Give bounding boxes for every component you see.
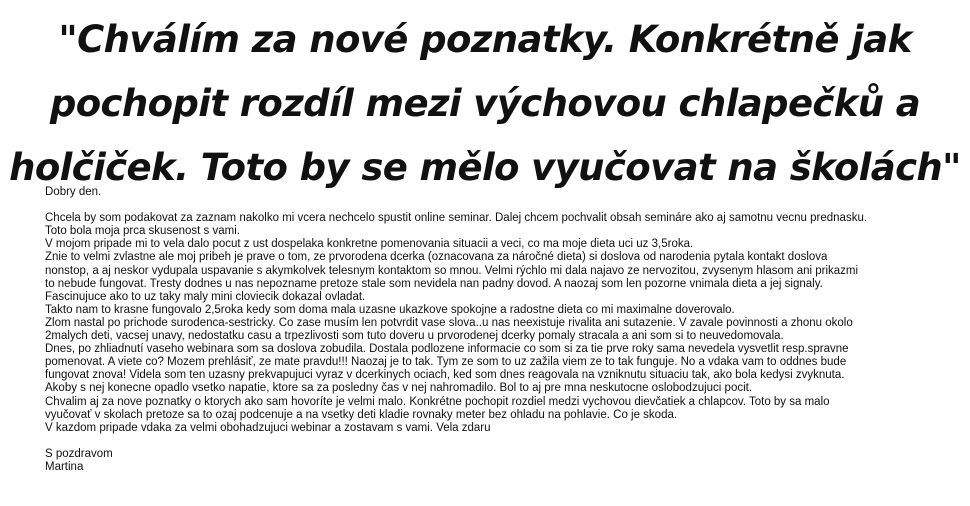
letter-signature: Martina [45, 460, 84, 473]
letter-closing: S pozdravom [45, 447, 113, 460]
headline-line: holčiček. Toto by se mělo vyučovat na školách" [9, 146, 961, 189]
letter-line: vyučovať v skolach pretoze sa to ozaj podcenuje a na vsetky deti kladie rovnaky meter bez ohladu na pohlavie. Co je skoda. [45, 408, 678, 421]
letter-line: Dnes, po zhliadnutí vaseho webinara som sa doslova zobudila. Dostala podlozene informacie co som si za tie prve roky sama nevedela vysvetlit resp.spravne [45, 343, 849, 356]
letter-line: Chcela by som podakovat za zaznam nakolko mi vcera nechcelo spustit online seminar. Dalej chcem pochvalit obsah semináre ako aj samotnu vecnu prednasku. [45, 212, 868, 225]
testimonial-letter [45, 186, 945, 474]
testimonial-headline [0, 8, 970, 200]
headline-line: "Chválím za nové poznatky. Konkrétně jak [58, 18, 912, 61]
letter-line: nonstop, a aj neskor vydupala uspavanie s akymkolvek telesnym kontaktom so mnou. Velmi rýchlo mi dala najavo ze nervozitou, zvysenym hlasom ani prikazmi [45, 264, 859, 277]
letter-blank-line [45, 199, 945, 212]
letter-line: fungovat znova! Videla som ten uzasny prekvapujuci vyraz v dcerkinych ociach, ked som dnes reagovala na vzniknutu situaciu tak, ako bola kedysi zvyknuta. [45, 369, 845, 382]
letter-line: Toto bola moja prca skusenost s vami. [45, 225, 240, 238]
letter-line: Takto nam to krasne fungovalo 2,5roka kedy som doma mala uzasne ukazkove spokojne a radostne dieta co mi maximalne doverovalo. [45, 303, 735, 316]
letter-line: V mojom pripade mi to vela dalo pocut z ust dospelaka konkretne pomenovania situacii a veci, co ma moje dieta uci uz 3,5roka. [45, 238, 694, 251]
letter-line: Akoby s nej konecne opadlo vsetko napatie, ktore sa za posledny čas v nej nahromadilo. Bol to aj pre mna neskutocne oslobodzujuci pocit. [45, 382, 753, 395]
headline-line: pochopit rozdíl mezi výchovou chlapečků a [49, 82, 921, 125]
letter-line: pomenovat. A viete co? Mozem prehlásiť, ze mate pravdu!!! Naozaj je to tak. Tym ze som to uz zažila viem ze to tak funguje. No a vdaka vam to oddnes bude [45, 356, 847, 369]
letter-line: Zlom nastal po prichode surodenca-sestricky. Co zase musím len potvrdit vase slova..u nas neexistuje rivalita ani sutazenie. V zavale povinnosti a zhonu okolo [45, 316, 853, 329]
letter-line: to nebude fungovat. Tresty dodnes u nas nepozname pretoze stale som nevidela nan padny dovod. A naozaj som len pozorne vnimala dieta a jej signaly. [45, 277, 823, 290]
letter-line: Chvalim aj za nove poznatky o ktorych ako sam hovoríte je velmi malo. Konkrétne pochopit rozdiel medzi vychovou dievčatiek a chlapcov. Toto by sa malo [45, 395, 830, 408]
letter-blank-line [45, 435, 945, 448]
letter-line: V kazdom pripade vdaka za velmi obohadzujuci webinar a zostavam s vami. Vela zdaru [45, 421, 491, 434]
letter-line: Znie to velmi zvlastne ale moj pribeh je prave o tom, ze prvorodena dcerka (oznacovana za náročné dieta) si doslova od narodenia pytala kontakt doslova [45, 251, 828, 264]
letter-line: 2malych deti, vacsej unavy, nedostatku casu a trpezlivosti som tuto doveru u prvorodenej dcerky pomaly stracala a ani som si to neuvedomovala. [45, 330, 784, 343]
letter-line: Fascinujuce ako to uz taky maly mini cloviecik dokazal ovladat. [45, 290, 366, 303]
letter-greeting: Dobry den. [45, 186, 102, 198]
